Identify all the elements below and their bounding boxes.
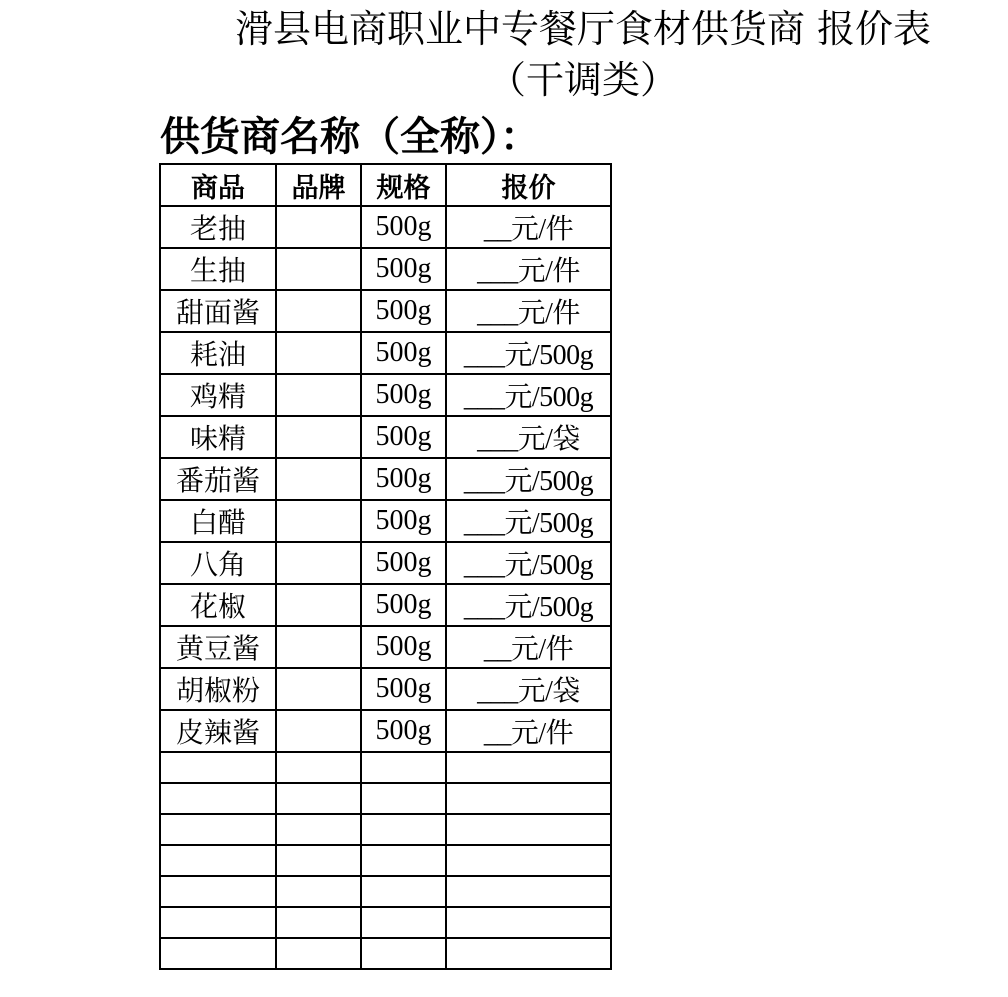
empty-cell[interactable] — [276, 876, 361, 907]
price-cell[interactable]: __元/件 — [446, 710, 611, 752]
empty-table-row — [160, 752, 611, 783]
product-name: 甜面酱 — [160, 290, 276, 332]
brand-cell[interactable] — [276, 290, 361, 332]
product-name: 黄豆酱 — [160, 626, 276, 668]
empty-table-row — [160, 783, 611, 814]
spec-cell: 500g — [361, 626, 446, 668]
spec-cell: 500g — [361, 206, 446, 248]
brand-cell[interactable] — [276, 206, 361, 248]
empty-table-row — [160, 814, 611, 845]
document-subtitle: （干调类） — [487, 58, 678, 102]
empty-cell[interactable] — [446, 814, 611, 845]
table-row — [160, 500, 611, 542]
product-name: 鸡精 — [160, 374, 276, 416]
product-name: 皮辣酱 — [160, 710, 276, 752]
table-row — [160, 248, 611, 290]
empty-cell[interactable] — [160, 845, 276, 876]
empty-cell[interactable] — [276, 752, 361, 783]
spec-cell: 500g — [361, 584, 446, 626]
empty-cell[interactable] — [276, 814, 361, 845]
brand-cell[interactable] — [276, 416, 361, 458]
table-row — [160, 458, 611, 500]
empty-cell[interactable] — [160, 752, 276, 783]
product-name: 老抽 — [160, 206, 276, 248]
price-cell[interactable]: __元/件 — [446, 626, 611, 668]
spec-cell: 500g — [361, 710, 446, 752]
empty-cell[interactable] — [276, 845, 361, 876]
empty-cell[interactable] — [446, 876, 611, 907]
empty-cell[interactable] — [361, 814, 446, 845]
product-name: 胡椒粉 — [160, 668, 276, 710]
price-cell[interactable]: ___元/500g — [446, 332, 611, 374]
brand-cell[interactable] — [276, 710, 361, 752]
table-header-row — [160, 164, 611, 206]
price-cell[interactable]: ___元/500g — [446, 542, 611, 584]
empty-cell[interactable] — [361, 845, 446, 876]
empty-cell[interactable] — [446, 752, 611, 783]
brand-cell[interactable] — [276, 458, 361, 500]
spec-cell: 500g — [361, 290, 446, 332]
table-row — [160, 710, 611, 752]
price-cell[interactable]: ___元/件 — [446, 248, 611, 290]
brand-cell[interactable] — [276, 332, 361, 374]
empty-cell[interactable] — [361, 783, 446, 814]
spec-cell: 500g — [361, 458, 446, 500]
empty-table-row — [160, 845, 611, 876]
document-title: 滑县电商职业中专餐厅食材供货商 报价表 — [234, 7, 932, 51]
product-name: 番茄酱 — [160, 458, 276, 500]
empty-cell[interactable] — [160, 783, 276, 814]
brand-cell[interactable] — [276, 584, 361, 626]
price-cell[interactable]: ___元/件 — [446, 290, 611, 332]
empty-cell[interactable] — [446, 783, 611, 814]
product-name: 白醋 — [160, 500, 276, 542]
quotation-table — [159, 163, 612, 970]
table-row — [160, 332, 611, 374]
empty-cell[interactable] — [160, 876, 276, 907]
empty-table-row — [160, 907, 611, 938]
table-row — [160, 626, 611, 668]
product-name: 花椒 — [160, 584, 276, 626]
empty-cell[interactable] — [446, 907, 611, 938]
brand-cell[interactable] — [276, 626, 361, 668]
empty-cell[interactable] — [361, 938, 446, 969]
table-row — [160, 542, 611, 584]
product-name: 生抽 — [160, 248, 276, 290]
spec-cell: 500g — [361, 332, 446, 374]
empty-cell[interactable] — [276, 938, 361, 969]
price-cell[interactable]: ___元/500g — [446, 374, 611, 416]
price-cell[interactable]: ___元/500g — [446, 584, 611, 626]
empty-cell[interactable] — [446, 845, 611, 876]
product-name: 味精 — [160, 416, 276, 458]
empty-cell[interactable] — [276, 907, 361, 938]
header-brand: 品牌 — [276, 164, 361, 206]
empty-cell[interactable] — [160, 814, 276, 845]
spec-cell: 500g — [361, 668, 446, 710]
spec-cell: 500g — [361, 248, 446, 290]
brand-cell[interactable] — [276, 248, 361, 290]
table-row — [160, 416, 611, 458]
price-cell[interactable]: ___元/袋 — [446, 668, 611, 710]
table-row — [160, 206, 611, 248]
header-product: 商品 — [160, 164, 276, 206]
brand-cell[interactable] — [276, 542, 361, 584]
table-row — [160, 290, 611, 332]
empty-cell[interactable] — [446, 938, 611, 969]
spec-cell: 500g — [361, 416, 446, 458]
table-row — [160, 668, 611, 710]
price-cell[interactable]: ___元/500g — [446, 500, 611, 542]
spec-cell: 500g — [361, 542, 446, 584]
spec-cell: 500g — [361, 374, 446, 416]
empty-table-row — [160, 938, 611, 969]
price-cell[interactable]: ___元/袋 — [446, 416, 611, 458]
empty-cell[interactable] — [361, 752, 446, 783]
empty-cell[interactable] — [276, 783, 361, 814]
price-cell[interactable]: ___元/500g — [446, 458, 611, 500]
product-name: 耗油 — [160, 332, 276, 374]
brand-cell[interactable] — [276, 668, 361, 710]
spec-cell: 500g — [361, 500, 446, 542]
empty-cell[interactable] — [160, 938, 276, 969]
price-cell[interactable]: __元/件 — [446, 206, 611, 248]
supplier-name-label: 供货商名称（全称）： — [160, 114, 540, 160]
brand-cell[interactable] — [276, 374, 361, 416]
table-row — [160, 374, 611, 416]
product-name: 八角 — [160, 542, 276, 584]
table-row — [160, 584, 611, 626]
brand-cell[interactable] — [276, 500, 361, 542]
empty-cell[interactable] — [160, 907, 276, 938]
empty-cell[interactable] — [361, 876, 446, 907]
header-spec: 规格 — [361, 164, 446, 206]
header-price: 报价 — [446, 164, 611, 206]
empty-table-row — [160, 876, 611, 907]
empty-cell[interactable] — [361, 907, 446, 938]
